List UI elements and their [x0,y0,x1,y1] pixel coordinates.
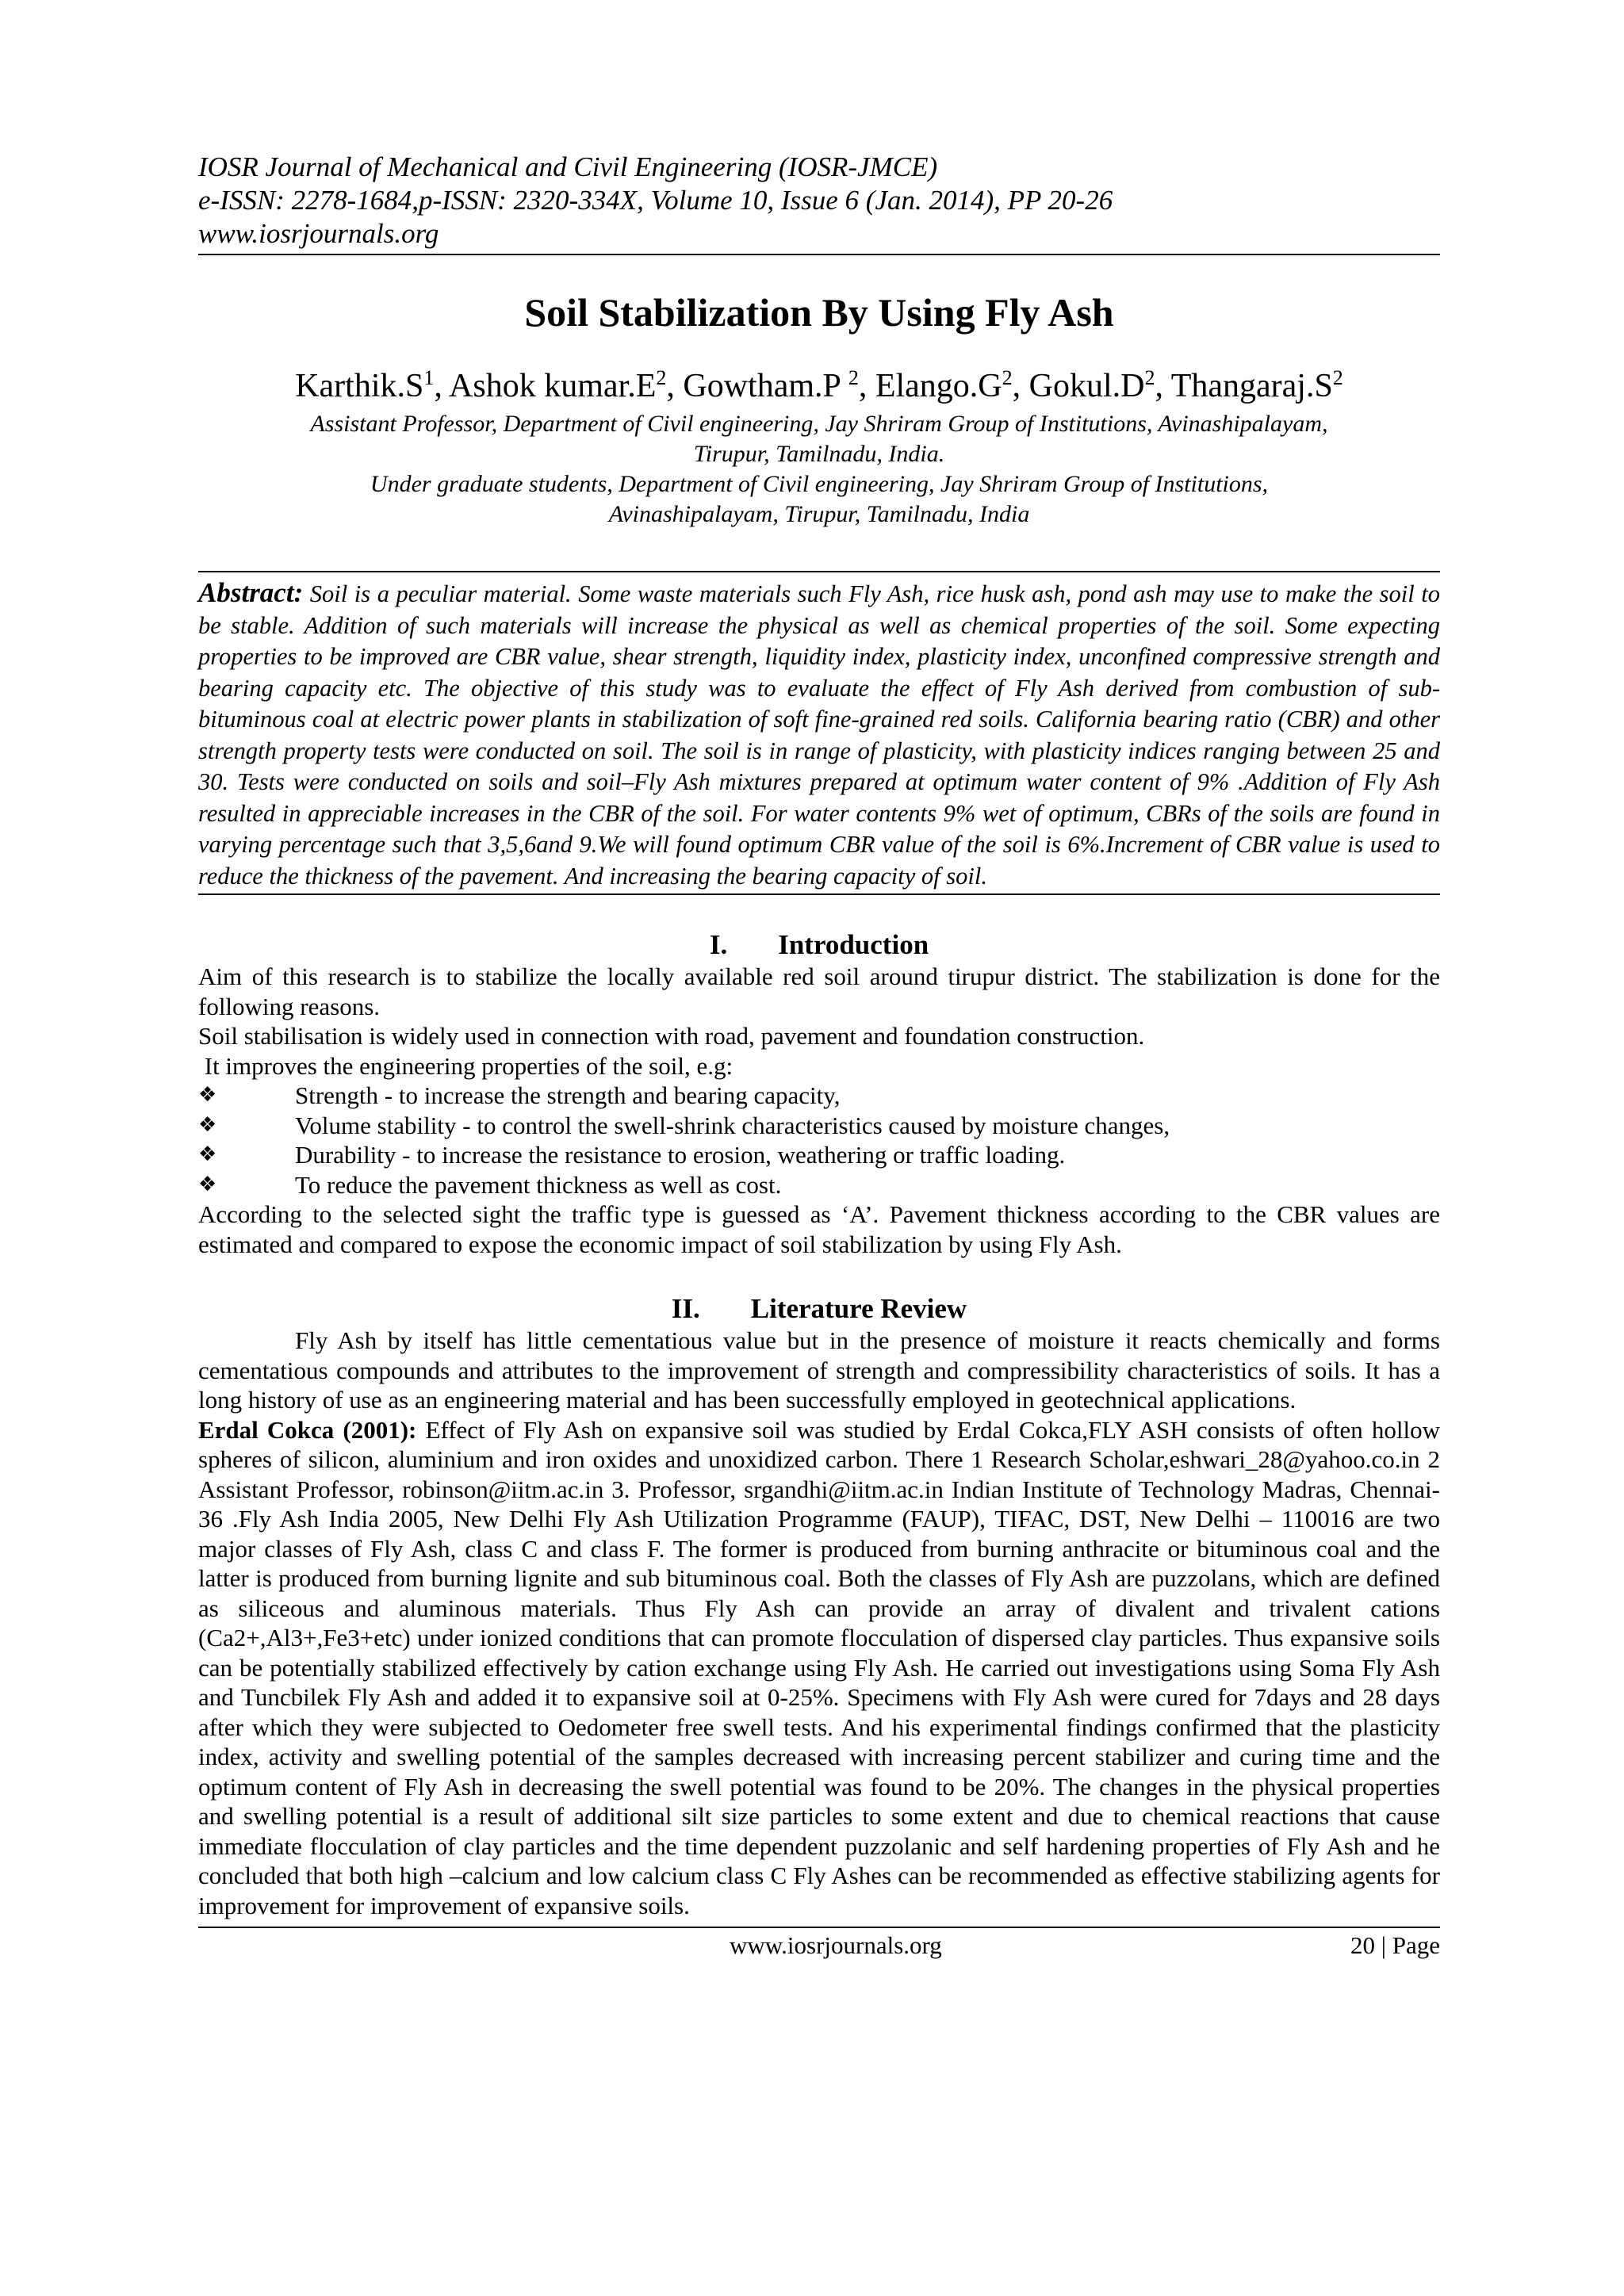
affiliations [198,409,1440,530]
section-number: II. [671,1293,700,1324]
header-divider [198,254,1440,255]
paragraph: Fly Ash by itself has little cementatious value but in the presence of moisture it reacts chemically and forms cementatious compounds and attributes to the improvement of strength and compressibility characteristics of soils. It has a long history of use as an engineering material and has been successfully employed in geotechnical applications. [198,1326,1440,1414]
list-item: ❖ To reduce the pavement thickness as well as cost. [198,1170,782,1199]
section-number: I. [709,929,728,960]
introduction-conclusion [198,1200,1440,1259]
page-footer [198,1928,1440,1963]
author: $Karthik.S^1$, [295,366,450,404]
diamond-bullet-icon: ❖ [198,1083,217,1107]
abstract-top-divider [198,571,1440,572]
paragraph: Aim of this research is to stabilize the locally available red soil around tirupur district. The stabilization is done for the following reasons. [198,962,1440,1020]
paragraph: It improves the engineering properties of the soil, e.g: [198,1051,733,1080]
section-heading-introduction [198,928,1440,962]
section-heading-literature-review [198,1292,1440,1326]
footer-website: www.iosrjournals.org [730,1931,942,1959]
affiliation-line: Tirupur, Tamilnadu, India. [693,441,945,467]
paper-page [198,151,1440,1963]
affiliation-line: Avinashipalayam, Tirupur, Tamilnadu, India [608,501,1030,527]
page-number: 20 | Page [1350,1931,1440,1959]
paragraph: According to the selected sight the traffic type is guessed as ‘A’. Pavement thickness according to the CBR values are estimated and compared to expose the economic impact of soil stabilization by using Fly Ash. [198,1200,1440,1258]
author: Gowtham.P $^2$, [683,366,875,404]
literature-review-body [198,1326,1440,1920]
section-title: Literature Review [750,1293,967,1324]
diamond-bullet-icon: ❖ [198,1112,217,1137]
affiliation-line: Assistant Professor, Department of Civil engineering, Jay Shriram Group of Institutions, Avinashipalayam, [310,411,1328,437]
paragraph: Soil stabilisation is widely used in connection with road, pavement and foundation construction. [198,1022,1145,1050]
abstract-text: Soil is a peculiar material. Some waste materials such Fly Ash, rice husk ash, pond ash may use to make the soil to be stable. Addition of such materials will increase the physical as well as chemical properties of the soil. Some expecting properties to be improved are CBR value, shear strength, liquidity index, plasticity index, unconfined compressive strength and bearing capacity etc. The objective of this study was to evaluate the effect of Fly Ash derived from combustion of sub-bituminous coal at electric power plants in stabilization of soft fine-grained red soils. California bearing ratio (CBR) and other strength property tests were conducted on soil. The soil is in range of plasticity, with plasticity indices ranging between 25 and 30. Tests were conducted on soils and soil–Fly Ash mixtures prepared at optimum water content of 9% .Addition of Fly Ash resulted in appreciable increases in the CBR of the soil. For water contents 9% wet of optimum, CBRs of the soils are found in varying percentage such that 3,5,6and 9.We will found optimum CBR value of the soil is 6%.Increment of CBR value is used to reduce the thickness of the pavement. And increasing the bearing capacity of soil. [198,580,1440,890]
author: $Gokul.D^2$, [1028,366,1171,404]
paper-title: Soil Stabilization By Using Fly Ash [524,290,1114,335]
list-item: ❖ Volume stability - to control the swell-shrink characteristics caused by moisture changes, [198,1111,1170,1139]
journal-header [198,151,1440,251]
list-item: ❖ Strength - to increase the strength and bearing capacity, [198,1081,841,1109]
abstract-label: Abstract: [198,577,304,608]
list-item: ❖ Durability - to increase the resistance to erosion, weathering or traffic loading. [198,1141,1066,1169]
diamond-bullet-icon: ❖ [198,1142,217,1166]
author: Ashok $kumar.E^2$, [449,366,684,404]
journal-name: IOSR Journal of Mechanical and Civil Engineering (IOSR-JMCE) [198,151,938,182]
journal-website: www.iosrjournals.org [198,218,439,249]
paragraph: Erdal Cokca (2001): Effect of Fly Ash on expansive soil was studied by Erdal Cokca,FLY ASH consists of often hollow spheres of silicon, aluminium and iron oxides and unoxidized carbon. There 1 Research Scholar,eshwari_28@yahoo.co.in 2 Assistant Professor, robinson@iitm.ac.in 3. Professor, srgandhi@iitm.ac.in Indian Institute of Technology Madras, Chennai-36 .Fly Ash India 2005, New Delhi Fly Ash Utilization Programme (FAUP), TIFAC, DST, New Delhi – 110016 are two major classes of Fly Ash, class C and class F. The former is produced from burning anthracite or bituminous coal and the latter is produced from burning lignite and sub bituminous coal. Both the classes of Fly Ash are puzzolans, which are defined as siliceous and aluminous materials. Thus Fly Ash can provide an array of divalent and trivalent cations (Ca2+,Al3+,Fe3+etc) under ionized conditions that can promote flocculation of dispersed clay particles. Thus expansive soils can be potentially stabilized effectively by cation exchange using Fly Ash. He carried out investigations using Soma Fly Ash and Tuncbilek Fly Ash and added it to expansive soil at 0-25%. Specimens with Fly Ash were cured for 7days and 28 days after which they were subjected to Oedometer free swell tests. And his experimental findings confirmed that the plasticity index, activity and swelling potential of the samples decreased with increasing percent stabilizer and curing time and the optimum content of Fly Ash in decreasing the swell potential was found to be 20%. The changes in the physical properties and swelling potential is a result of additional silt size particles to some extent and due to chemical reactions that cause immediate flocculation of clay particles and the time dependent puzzolanic and self hardening properties of Fly Ash and he concluded that both high –calcium and low calcium class C Fly Ashes can be recommended as effective stabilizing agents for improvement for improvement of expansive soils. [198,1415,1440,1919]
diamond-bullet-icon: ❖ [198,1172,217,1196]
abstract-bottom-divider [198,894,1440,895]
reference-label: Erdal Cokca (2001): [198,1415,417,1444]
author-list [198,366,1440,406]
affiliation-line: Under graduate students, Department of Civil engineering, Jay Shriram Group of Institutions, [370,471,1269,497]
author: $Thangaraj.S^2$ [1170,366,1343,404]
introduction-body [198,962,1440,1081]
section-title: Introduction [778,929,929,960]
abstract [198,577,1440,894]
author: $Elango.G^2$, [875,366,1029,404]
journal-issn: e-ISSN: 2278-1684,p-ISSN: 2320-334X, Volume 10, Issue 6 (Jan. 2014), PP 20-26 [198,185,1113,216]
bullet-list [198,1081,1440,1200]
